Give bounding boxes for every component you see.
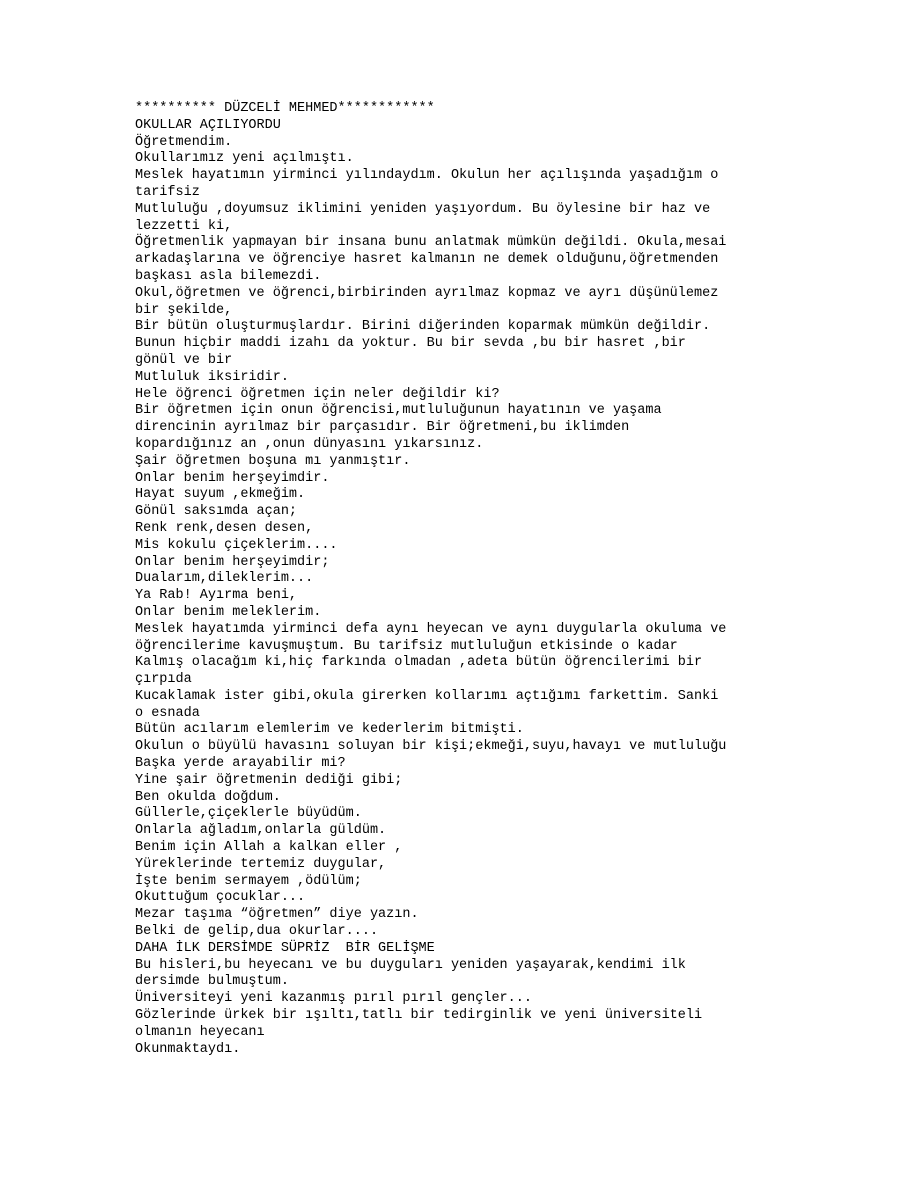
text-line: İşte benim sermayem ,ödülüm;: [135, 873, 362, 889]
text-line: Mis kokulu çiçeklerim....: [135, 537, 338, 553]
text-line: kopardığınız an ,onun dünyasını yıkarsınız.: [135, 436, 484, 452]
text-line: direncinin ayrılmaz bir parçasıdır. Bir öğretmeni,bu iklimden: [135, 420, 630, 436]
text-line: Okunmaktaydı.: [135, 1041, 241, 1057]
text-line: Öğretmenlik yapmayan bir insana bunu anlatmak mümkün değildi. Okula,mesai: [135, 235, 727, 251]
text-line: olmanın heyecanı: [135, 1024, 265, 1040]
text-line: Üniversiteyi yeni kazanmış pırıl pırıl gençler...: [135, 991, 532, 1007]
text-line: arkadaşlarına ve öğrenciye hasret kalmanın ne demek olduğunu,öğretmenden: [135, 252, 719, 268]
document-text: [135, 101, 795, 1058]
text-line: Gönül saksımda açan;: [135, 504, 298, 520]
text-line: Hele öğrenci öğretmen için neler değildir ki?: [135, 386, 500, 402]
text-line: Öğretmendim.: [135, 134, 233, 150]
text-line: başkası asla bilemezdi.: [135, 268, 322, 284]
text-line: Onlarla ağladım,onlarla güldüm.: [135, 823, 387, 839]
text-line: Kalmış olacağım ki,hiç farkında olmadan ,adeta bütün öğrencilerimi bir: [135, 655, 703, 671]
text-line: Mezar taşıma “öğretmen” diye yazın.: [135, 907, 419, 923]
text-line: Bu hisleri,bu heyecanı ve bu duyguları yeniden yaşayarak,kendimi ilk: [135, 957, 686, 973]
text-line: Mutluluğu ,doyumsuz iklimini yeniden yaşıyordum. Bu öylesine bir haz ve: [135, 201, 711, 217]
text-line: Okulun o büyülü havasını soluyan bir kişi;ekmeği,suyu,havayı ve mutluluğu: [135, 739, 727, 755]
text-line: Bütün acılarım elemlerim ve kederlerim bitmişti.: [135, 722, 524, 738]
text-line: öğrencilerime kavuşmuştum. Bu tarifsiz mutluluğun etkisinde o kadar: [135, 638, 678, 654]
text-line: Belki de gelip,dua okurlar....: [135, 924, 379, 940]
text-line: Okullarımız yeni açılmıştı.: [135, 151, 354, 167]
text-line: lezzetti ki,: [135, 218, 233, 234]
text-line: Onlar benim herşeyimdir;: [135, 554, 330, 570]
text-line: Ya Rab! Ayırma beni,: [135, 588, 298, 604]
text-line: Meslek hayatımda yirminci defa aynı heyecan ve aynı duygularla okuluma ve: [135, 621, 727, 637]
text-line: Yine şair öğretmenin dediği gibi;: [135, 772, 403, 788]
text-line: Bir öğretmen için onun öğrencisi,mutluluğunun hayatının ve yaşama: [135, 403, 662, 419]
text-line: Yüreklerinde tertemiz duygular,: [135, 856, 387, 872]
text-line: tarifsiz: [135, 184, 200, 200]
text-line: çırpıda: [135, 672, 192, 688]
text-line: Hayat suyum ,ekmeğim.: [135, 487, 306, 503]
text-line: Mutluluk iksiridir.: [135, 369, 289, 385]
text-line: Onlar benim meleklerim.: [135, 604, 322, 620]
text-line: Güllerle,çiçeklerle büyüdüm.: [135, 806, 362, 822]
text-line: Okuttuğum çocuklar...: [135, 890, 306, 906]
text-line: bir şekilde,: [135, 302, 233, 318]
text-line: Ben okulda doğdum.: [135, 789, 281, 805]
text-line: dersimde bulmuştum.: [135, 974, 289, 990]
text-line: DAHA İLK DERSİMDE SÜPRİZ BİR GELİŞME: [135, 940, 435, 956]
text-line: Başka yerde arayabilir mi?: [135, 756, 346, 772]
text-line: Bunun hiçbir maddi izahı da yoktur. Bu bir sevda ,bu bir hasret ,bir: [135, 336, 686, 352]
text-line: Şair öğretmen boşuna mı yanmıştır.: [135, 453, 411, 469]
text-line: Dualarım,dileklerim...: [135, 571, 314, 587]
text-line: Renk renk,desen desen,: [135, 520, 314, 536]
text-line: Okul,öğretmen ve öğrenci,birbirinden ayrılmaz kopmaz ve ayrı düşünülemez: [135, 285, 719, 301]
text-line: Bir bütün oluşturmuşlardır. Birini diğerinden koparmak mümkün değildir.: [135, 319, 711, 335]
text-line: Benim için Allah a kalkan eller ,: [135, 840, 403, 856]
text-line: Kucaklamak ister gibi,okula girerken kollarımı açtığımı farkettim. Sanki: [135, 688, 719, 704]
text-line: Meslek hayatımın yirminci yılındaydım. Okulun her açılışında yaşadığım o: [135, 168, 719, 184]
text-line: ********** DÜZCELİ MEHMED************: [135, 101, 435, 116]
text-line: Gözlerinde ürkek bir ışıltı,tatlı bir tedirginlik ve yeni üniversiteli: [135, 1008, 703, 1024]
text-line: gönül ve bir: [135, 352, 233, 368]
text-line: Onlar benim herşeyimdir.: [135, 470, 330, 486]
text-line: o esnada: [135, 705, 200, 721]
text-line: OKULLAR AÇILIYORDU: [135, 117, 281, 133]
